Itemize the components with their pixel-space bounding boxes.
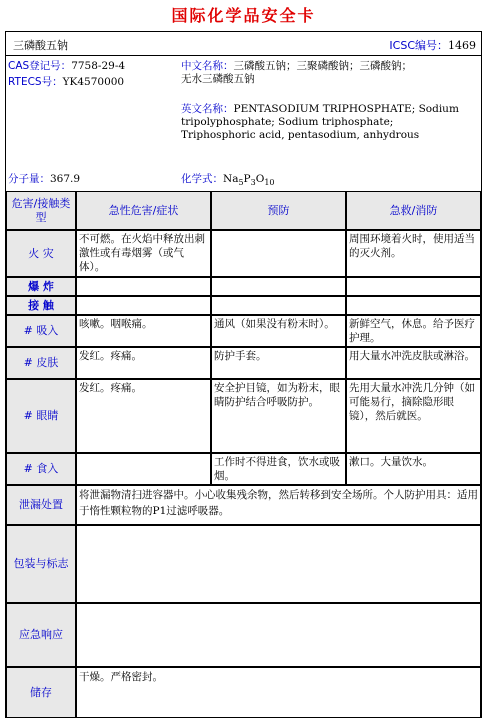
spill-text: 将泄漏物清扫进容器中。小心收集残余物，然后转移到安全场所。个人防护用具：适用于惰性颗粒物的P1过滤呼吸器。 [76,485,481,525]
cn-name-line2: 无水三磷酸五钠 [181,73,255,85]
row-label-ingestion: # 食入 [6,453,76,485]
explosion-prevention [211,277,346,296]
icsc-value: 1469 [448,39,476,52]
mw-value: 367.9 [50,173,81,185]
skin-hazard: 发红。疼痛。 [76,347,211,379]
header-row [6,32,481,56]
col-header-firstaid: 急救/消防 [346,191,481,230]
row-label-packaging: 包装与标志 [6,525,76,603]
ingestion-hazard [76,453,211,485]
row-label-inhalation: # 吸入 [6,315,76,347]
fire-hazard: 不可燃。在火焰中释放出刺激性或有毒烟雾（或气体）。 [76,230,211,277]
cn-name-label: 中文名称： [181,60,234,72]
rtecs-value: YK4570000 [62,76,125,88]
skin-firstaid: 用大量水冲洗皮肤或淋浴。 [346,347,481,379]
row-label-skin: # 皮肤 [6,347,76,379]
row-label-eyes: # 眼睛 [6,379,76,453]
row-label-fire: 火 灾 [6,230,76,277]
chemical-formula: 化学式：$Na_5P_3O_{10}$ [181,173,275,187]
card-body [5,31,482,718]
molecular-weight [8,173,80,186]
en-name-line3: Triphosphoric acid, pentasodium, anhydrous [181,129,420,141]
row-label-contact: 接 触 [6,296,76,315]
mw-label: 分子量： [8,173,50,185]
english-name [181,103,459,142]
contact-firstaid [346,296,481,315]
cn-name-line1: 三磷酸五钠；三聚磷酸钠；三磷酸钠； [233,60,412,72]
inhalation-hazard: 咳嗽。咽喉痛。 [76,315,211,347]
explosion-hazard [76,277,211,296]
rtecs-number [8,76,124,89]
eyes-firstaid: 先用大量水冲洗几分钟（如可能易行，摘除隐形眼镜），然后就医。 [346,379,481,453]
card-title: 国际化学品安全卡 [171,6,316,25]
emergency-text [76,603,481,667]
contact-hazard [76,296,211,315]
eyes-hazard: 发红。疼痛。 [76,379,211,453]
cas-value: 7758-29-4 [71,60,126,72]
fire-firstaid: 周围环境着火时，使用适当的灭火剂。 [346,230,481,277]
en-name-line2: tripolyphosphate; Sodium triphosphate; [181,116,394,128]
formula-label: 化学式： [181,173,223,185]
chinese-name [181,60,412,86]
cas-number [8,60,125,73]
col-header-hazard: 急性危害/症状 [76,191,211,230]
en-name-label: 英文名称： [181,103,234,115]
chemical-name: 三磷酸五钠 [13,39,68,52]
icsc-label: ICSC编号： [389,39,448,52]
cas-label: CAS登记号： [8,60,72,72]
storage-text: 干燥。严格密封。 [76,667,481,718]
row-label-explosion: 爆 炸 [6,277,76,296]
eyes-prevention: 安全护目镜，如为粉末，眼睛防护结合呼吸防护。 [211,379,346,453]
icsc-number [389,37,476,53]
explosion-firstaid [346,277,481,296]
en-name-line1: PENTASODIUM TRIPHOSPHATE; Sodium [233,103,459,115]
rtecs-label: RTECS号： [8,76,63,88]
row-label-spill: 泄漏处置 [6,485,76,525]
inhalation-prevention: 通风（如果没有粉末时）。 [211,315,346,347]
ingestion-firstaid: 漱口。大量饮水。 [346,453,481,485]
ingestion-prevention: 工作时不得进食，饮水或吸烟。 [211,453,346,485]
skin-prevention: 防护手套。 [211,347,346,379]
col-header-type: 危害/接触类型 [6,191,76,230]
contact-prevention [211,296,346,315]
row-label-storage: 储存 [6,667,76,718]
packaging-text [76,525,481,603]
fire-prevention [211,230,346,277]
row-label-emergency: 应急响应 [6,603,76,667]
inhalation-firstaid: 新鲜空气，休息。给予医疗护理。 [346,315,481,347]
col-header-prevention: 预防 [211,191,346,230]
